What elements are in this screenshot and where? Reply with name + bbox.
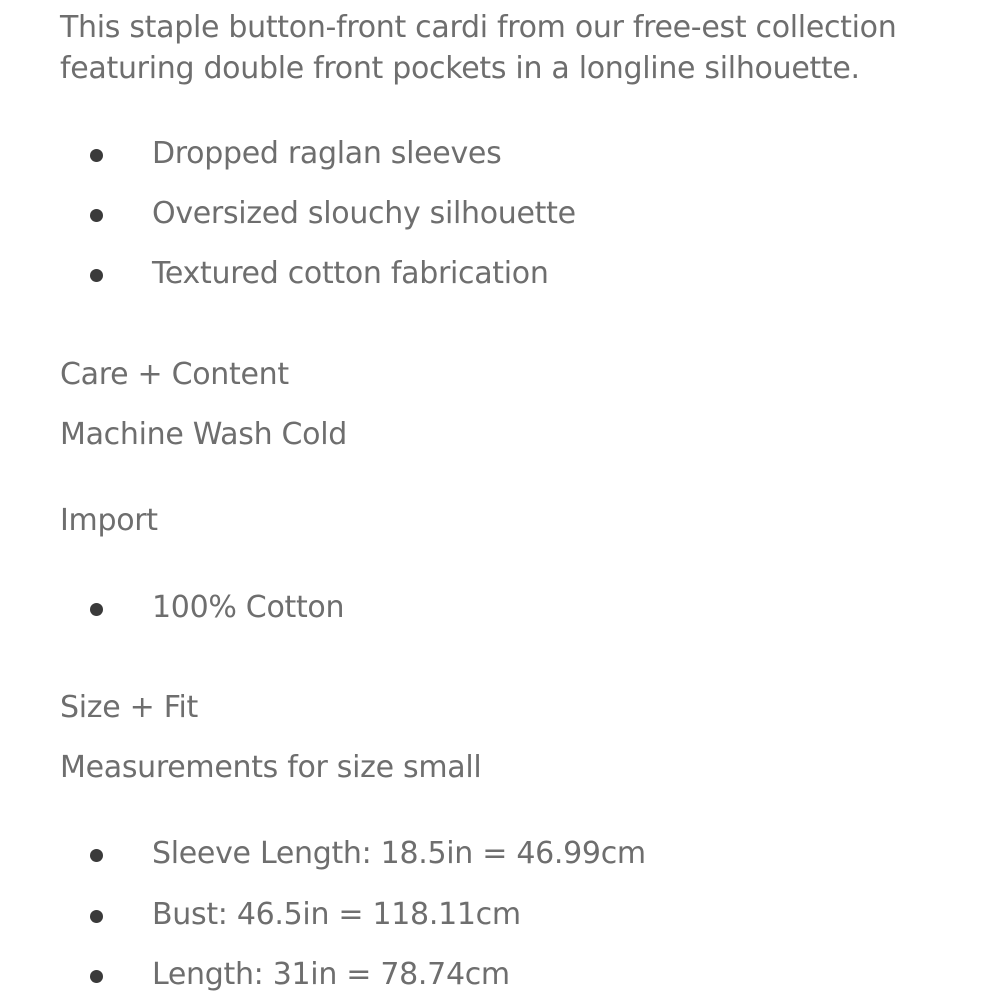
bullet-icon: [90, 209, 103, 222]
measurement-text: Length: 31in = 78.74cm: [152, 957, 510, 992]
description-line-2: featuring double front pockets in a longline silhouette.: [60, 51, 860, 86]
bullet-icon: [90, 970, 103, 983]
care-origin: Import: [60, 503, 158, 538]
measurement-text: Sleeve Length: 18.5in = 46.99cm: [152, 836, 646, 871]
bullet-icon: [90, 269, 103, 282]
list-item: [0, 134, 1000, 174]
bullet-icon: [90, 910, 103, 923]
size-heading: Size + Fit: [60, 690, 198, 725]
bullet-icon: [90, 849, 103, 862]
feature-text: Dropped raglan sleeves: [152, 136, 502, 171]
bullet-icon: [90, 149, 103, 162]
list-item: [0, 955, 1000, 995]
size-subheading: Measurements for size small: [60, 750, 482, 785]
list-item: [0, 254, 1000, 294]
material-text: 100% Cotton: [152, 590, 345, 625]
care-heading: Care + Content: [60, 357, 289, 392]
list-item: [0, 194, 1000, 234]
feature-text: Textured cotton fabrication: [152, 256, 549, 291]
list-item: [0, 588, 1000, 628]
description-line-1: This staple button-front cardi from our free-est collection: [60, 10, 897, 45]
list-item: [0, 895, 1000, 935]
list-item: [0, 834, 1000, 874]
bullet-icon: [90, 603, 103, 616]
care-wash-instruction: Machine Wash Cold: [60, 417, 348, 452]
measurement-text: Bust: 46.5in = 118.11cm: [152, 897, 521, 932]
feature-text: Oversized slouchy silhouette: [152, 196, 576, 231]
